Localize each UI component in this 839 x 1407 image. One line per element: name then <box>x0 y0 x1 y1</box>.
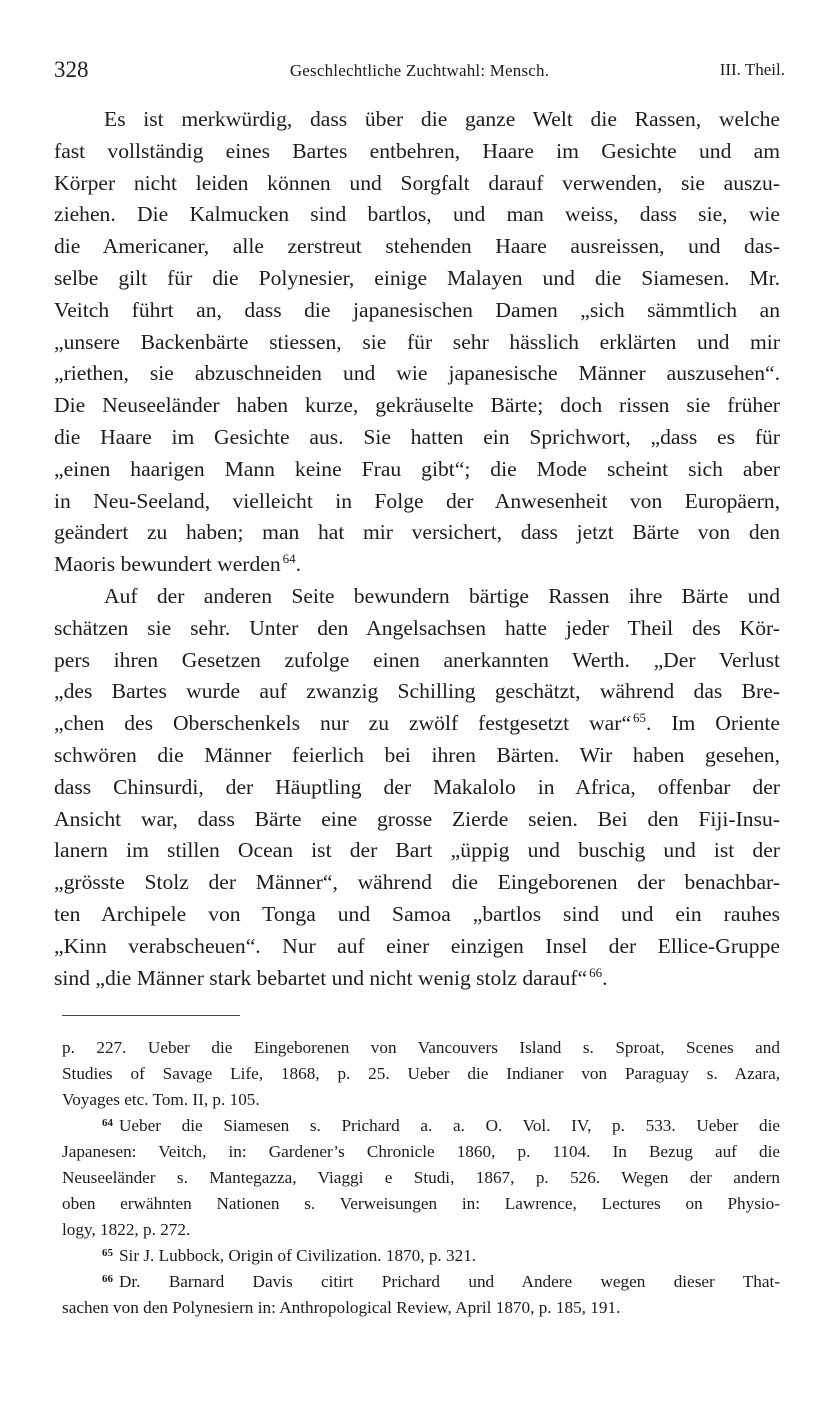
footnote-ref-65: 65 <box>633 710 647 726</box>
text-line <box>54 963 780 995</box>
text-line: Es ist merkwürdig, dass über die ganze Welt die Rassen, welche <box>104 107 780 131</box>
text-line: dass Chinsurdi, der Häuptling der Makalolo in Africa, offenbar der <box>54 774 780 799</box>
text-run: . Im Oriente <box>646 711 780 736</box>
text-line: die Haare im Gesichte aus. Sie hatten ein Sprichwort, „dass es für <box>54 424 780 449</box>
footnotes <box>62 1035 780 1321</box>
text-line: pers ihren Gesetzen zufolge einen anerkannten Werth. „Der Verlust <box>54 647 780 672</box>
footnote-line: oben erwähnten Nationen s. Verweisungen in: Lawrence, Lectures on Physio- <box>62 1194 780 1213</box>
footnote-line: sachen von den Polynesiern in: Anthropological Review, April 1870, p. 185, 191. <box>62 1298 621 1317</box>
text-run: Sir J. Lubbock, Origin of Civilization. 1870, p. 321. <box>119 1246 477 1265</box>
text-line: fast vollständig eines Bartes entbehren, Haare im Gesichte und am <box>54 138 780 163</box>
footnote-ref-66: 66 <box>589 964 603 980</box>
text-line: selbe gilt für die Polynesier, einige Malayen und die Siamesen. Mr. <box>54 265 780 290</box>
text-line: „unsere Backenbärte stiessen, sie für sehr hässlich erklärten und mir <box>54 329 780 354</box>
footnote-number-65: 65 <box>102 1247 113 1259</box>
footnote-line: p. 227. Ueber die Eingeborenen von Vancouvers Island s. Sproat, Scenes and <box>62 1038 780 1057</box>
text-line <box>54 708 780 740</box>
text-run: . <box>602 965 608 990</box>
text-line: geändert zu haben; man hat mir versichert, dass jetzt Bärte von den <box>54 520 780 545</box>
text-line: Ansicht war, dass Bärte eine grosse Zierde seien. Bei den Fiji-Insu- <box>54 806 780 831</box>
text-line: Veitch führt an, dass die japanesischen Damen „sich sämmtlich an <box>54 297 780 322</box>
footnote-line: Voyages etc. Tom. II, p. 105. <box>62 1090 260 1109</box>
text-line: ziehen. Die Kalmucken sind bartlos, und man weiss, dass sie, wie <box>54 202 780 227</box>
text-line: lanern im stillen Ocean ist der Bart „üppig und buschig und ist der <box>54 838 780 863</box>
text-line: schwören die Männer feierlich bei ihren Bärten. Wir haben gesehen, <box>54 742 780 767</box>
text-line: schätzen sie sehr. Unter den Angelsachsen hatte jeder Theil des Kör- <box>54 615 780 640</box>
text-run: „chen des Oberschenkels nur zu zwölf festgesetzt war“ <box>54 711 632 736</box>
text-line <box>54 549 780 581</box>
footnote-line <box>62 1269 780 1295</box>
text-run: Dr. Barnard Davis citirt Prichard und Andere wegen dieser That- <box>119 1272 780 1291</box>
text-run: . <box>295 552 302 577</box>
footnote-line: Japanesen: Veitch, in: Gardener’s Chronicle 1860, p. 1104. In Bezug auf die <box>62 1142 780 1161</box>
text-line: ten Archipele von Tonga und Samoa „bartlos sind und ein rauhes <box>54 901 780 926</box>
text-line: „grösste Stolz der Männer“, während die Eingeborenen der benachbar- <box>54 870 780 895</box>
text-line: Körper nicht leiden können und Sorgfalt darauf verwenden, sie auszu- <box>54 170 780 195</box>
footnote-number-64: 64 <box>102 1117 113 1129</box>
footnote-number-66: 66 <box>102 1273 113 1285</box>
page-number: 328 <box>54 57 89 82</box>
footnote-line: logy, 1822, p. 272. <box>62 1220 191 1239</box>
text-run: sind „die Männer stark bebartet und nicht wenig stolz darauf“ <box>54 965 588 990</box>
footnote-line <box>62 1113 780 1139</box>
page-header <box>54 52 785 88</box>
text-line: Die Neuseeländer haben kurze, gekräuselte Bärte; doch rissen sie früher <box>54 393 780 418</box>
footnote-rule <box>62 1015 240 1016</box>
text-line: „riethen, sie abzuschneiden und wie japanesische Männer auszusehen“. <box>54 361 780 386</box>
text-line: die Americaner, alle zerstreut stehenden Haare ausreissen, und das- <box>54 234 780 259</box>
text-line: „des Bartes wurde auf zwanzig Schilling geschätzt, während das Bre- <box>54 679 780 704</box>
text-line: Auf der anderen Seite bewundern bärtige Rassen ihre Bärte und <box>104 583 780 608</box>
body-text <box>54 104 780 994</box>
part-label: III. Theil. <box>719 60 785 79</box>
text-line: „einen haarigen Mann keine Frau gibt“; die Mode scheint sich aber <box>54 456 780 481</box>
footnote-line: Studies of Savage Life, 1868, p. 25. Ueber die Indianer von Paraguay s. Azara, <box>62 1064 780 1083</box>
footnote-ref-64: 64 <box>282 551 296 567</box>
text-run: Ueber die Siamesen s. Prichard a. a. O. Vol. IV, p. 533. Ueber die <box>119 1116 780 1135</box>
text-line: „Kinn verabscheuen“. Nur auf einer einzigen Insel der Ellice-Gruppe <box>54 933 780 958</box>
footnote-line: Neuseeländer s. Mantegazza, Viaggi e Studi, 1867, p. 526. Wegen der andern <box>62 1168 780 1187</box>
footnote-line <box>62 1243 780 1269</box>
running-title: Geschlechtliche Zuchtwahl: Mensch. <box>289 61 550 80</box>
text-run: Maoris bewundert werden <box>54 552 281 577</box>
text-line: in Neu-Seeland, vielleicht in Folge der Anwesenheit von Europäern, <box>54 488 780 513</box>
